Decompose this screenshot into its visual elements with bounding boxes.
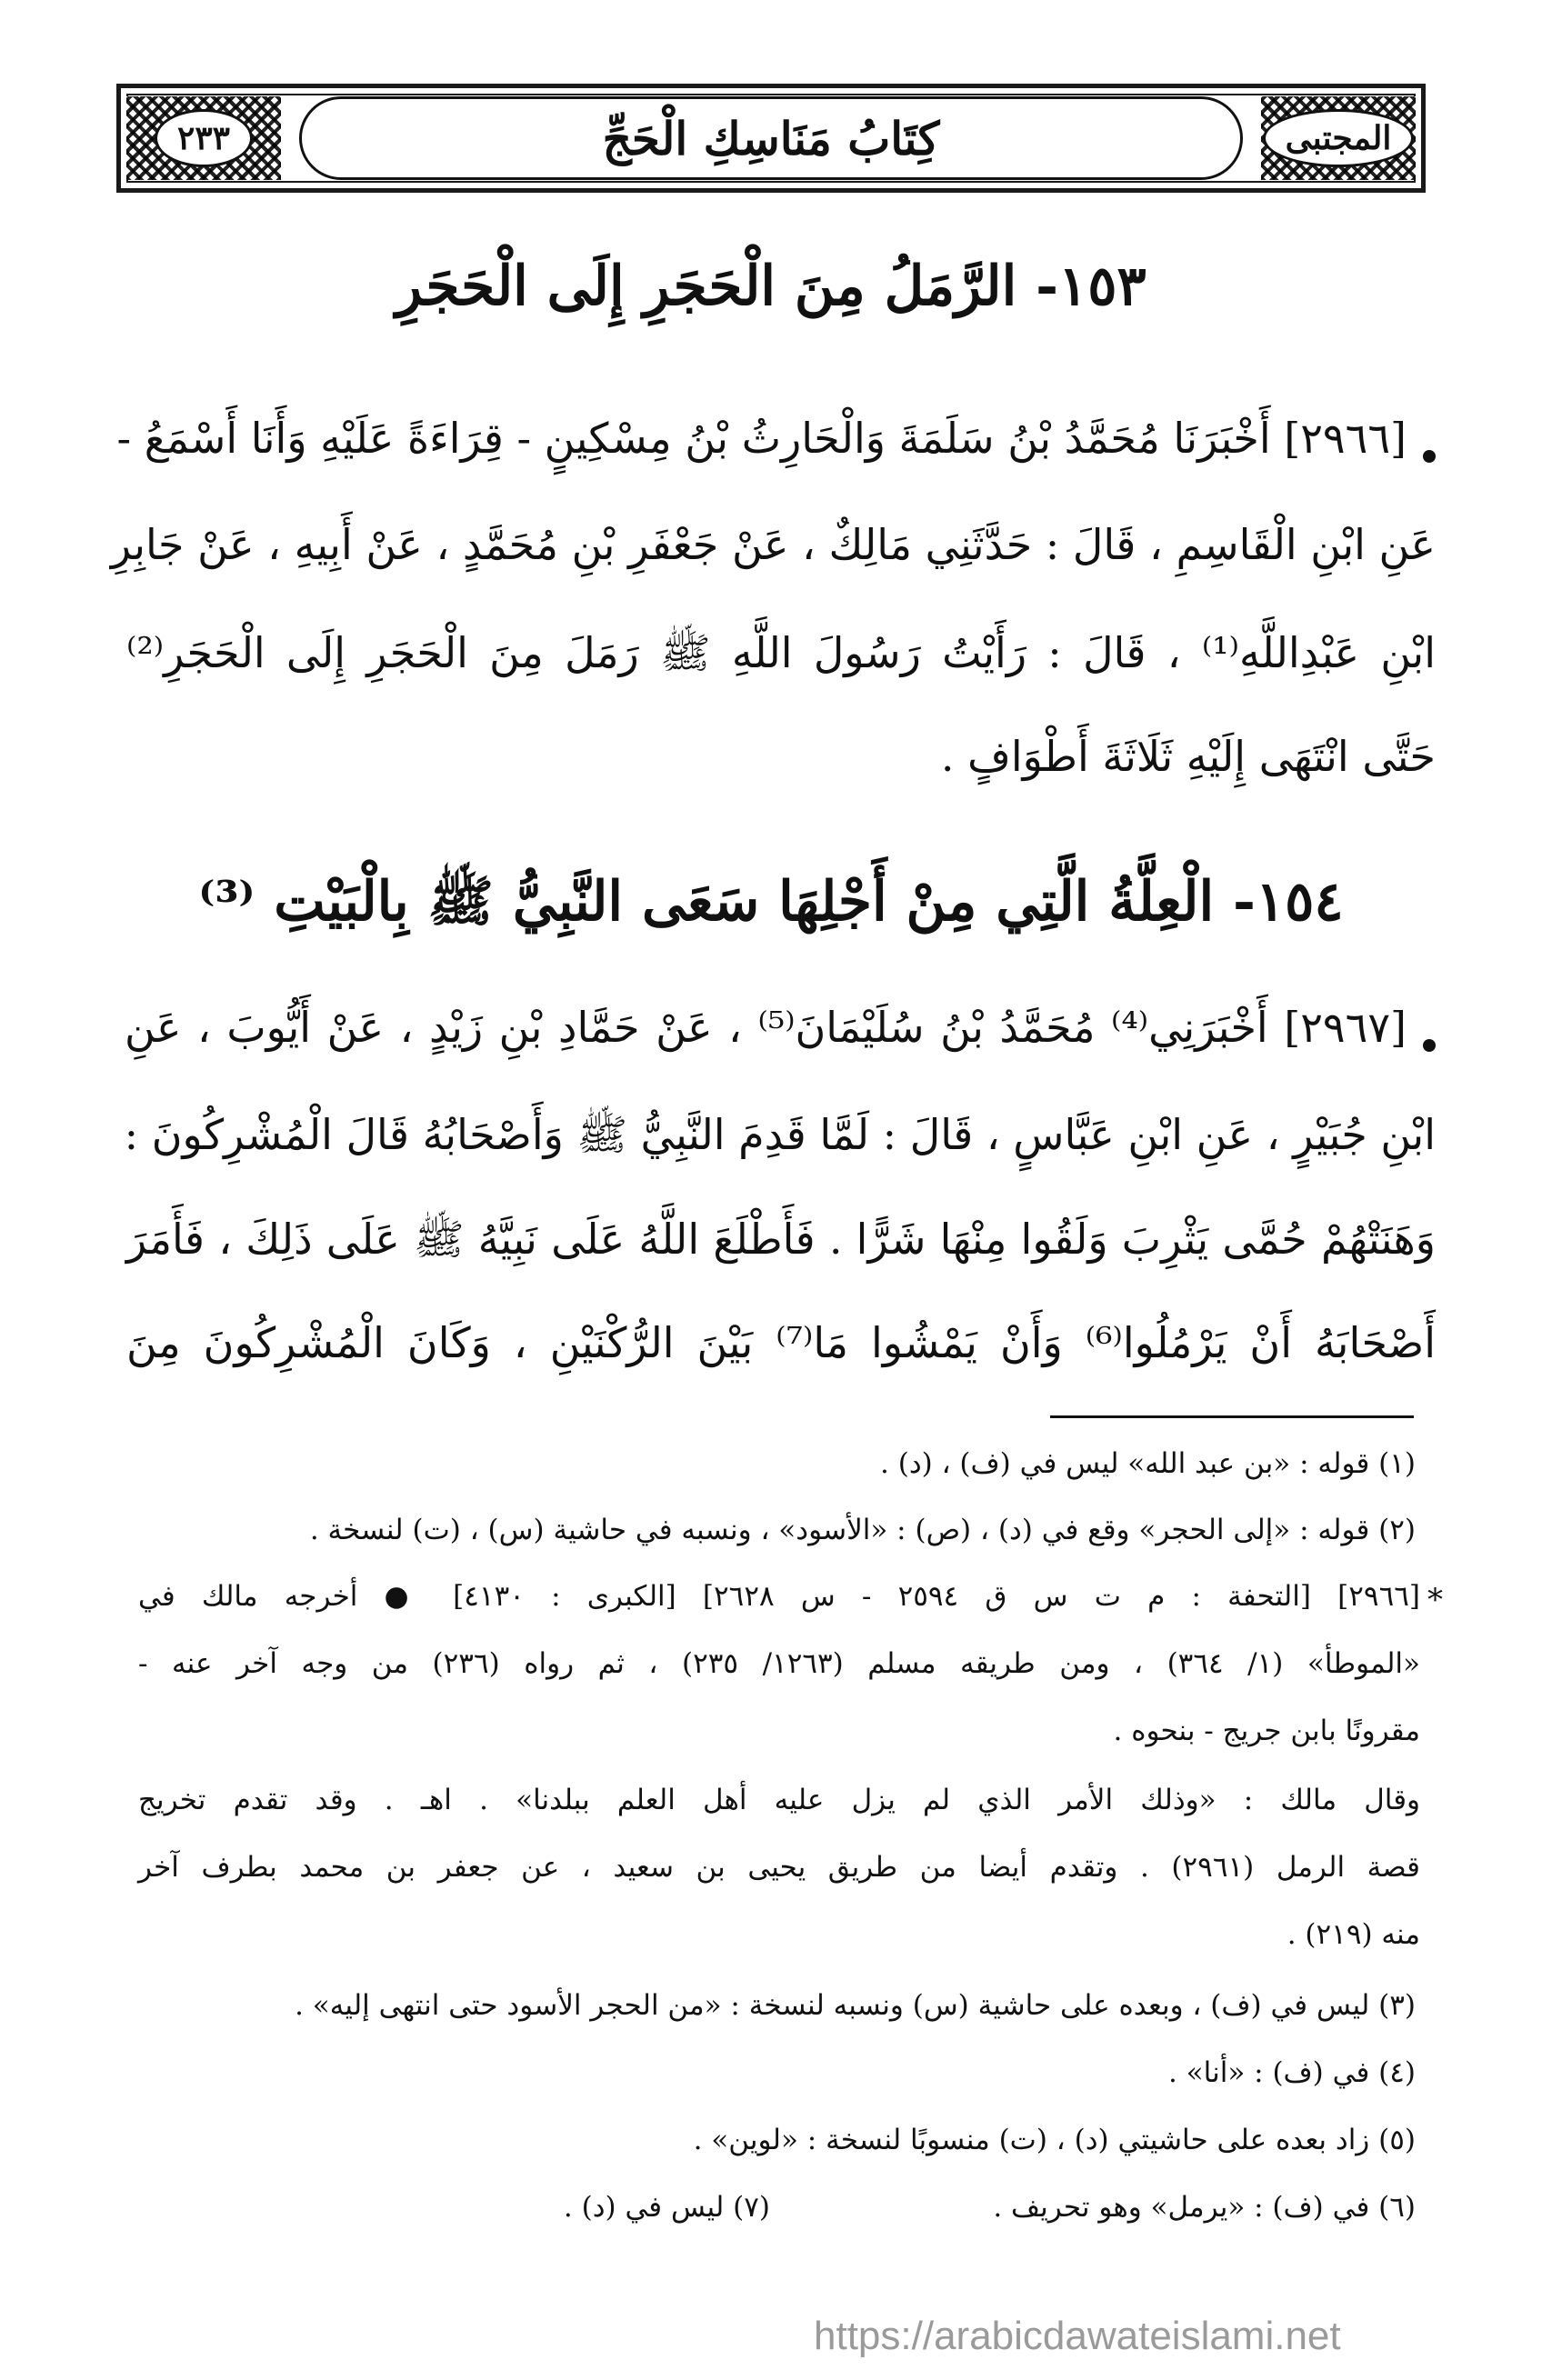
takhrij-line-6: منه (٢١٩) . <box>1287 1918 1420 1951</box>
footnote-7: (٧) ليس في (د) . <box>563 2191 770 2224</box>
footnote-5: (٥) زاد بعده على حاشيتي (د) ، (ت) منسوبًا لنسخة : «لوين» . <box>693 2124 1416 2156</box>
footnote-3: (٣) ليس في (ف) ، وبعده على حاشية (س) ونسبه لنسخة : «من الحجر الأسود حتى انتهى إليه» . <box>295 1989 1416 2022</box>
takhrij-line-1: [٢٩٦٦] [التحفة : م ت س ق ٢٥٩٤ - س ٢٦٢٨] [الكبرى : ٤١٣٠] ● أخرجه مالك في <box>138 1580 1420 1613</box>
hadith-2967-line-1: [٢٩٦٧] أَخْبَرَنِي⁽⁴⁾ مُحَمَّدُ بْنُ سُلَيْمَانَ⁽⁵⁾ ، عَنْ حَمَّادِ بْنِ زَيْدٍ ، عَنْ أَيُّوبَ ، عَنِ <box>125 1003 1407 1052</box>
takhrij-star-marker: * <box>1427 1582 1443 1618</box>
hadith-2966-line-4: حَتَّى انْتَهَى إِلَيْهِ ثَلَاثَةَ أَطْوَافٍ . <box>940 732 1436 781</box>
footnote-6: (٦) في (ف) : «يرمل» وهو تحريف . <box>993 2191 1416 2224</box>
footnote-separator <box>1050 1415 1414 1418</box>
page-header-frame <box>116 84 1426 193</box>
takhrij-line-3: مقرونًا بابن جريج - بنحوه . <box>1113 1715 1420 1747</box>
chapter-heading-153: ١٥٣- الرَّمَلُ مِنَ الْحَجَرِ إِلَى الْحَجَرِ <box>396 255 1146 318</box>
hadith-2966-line-3: ابْنِ عَبْدِاللَّهِ⁽¹⁾ ، قَالَ : رَأَيْتُ رَسُولَ اللَّهِ ﷺ رَمَلَ مِنَ الْحَجَرِ إِلَى الْحَجَرِ⁽²⁾ <box>126 628 1436 677</box>
watermark-url: https://arabicdawateislami.net <box>814 2314 1341 2358</box>
book-logo: المجتبى <box>1263 109 1415 167</box>
takhrij-line-2: «الموطأ» (١/ ٣٦٤) ، ومن طريقه مسلم (١٢٦٣/ ٢٣٥) ، ثم رواه (٢٣٦) من وجه آخر عنه - <box>138 1647 1420 1680</box>
header-ornament-right <box>1261 96 1416 180</box>
hadith-bullet <box>1423 450 1436 463</box>
hadith-2966-line-2: عَنِ ابْنِ الْقَاسِمِ ، قَالَ : حَدَّثَنِي مَالِكٌ ، عَنْ جَعْفَرِ بْنِ مُحَمَّدٍ ، عَنْ أَبِيهِ ، عَنْ جَابِرِ <box>110 520 1436 569</box>
footnote-4: (٤) في (ف) : «أنا» . <box>1167 2056 1416 2089</box>
hadith-2967-line-4: أَصْحَابَهُ أَنْ يَرْمُلُوا⁽⁶⁾ وَأَنْ يَمْشُوا مَا⁽⁷⁾ بَيْنَ الرُّكْنَيْنِ ، وَكَانَ الْمُشْرِكُونَ مِنَ <box>126 1318 1437 1367</box>
takhrij-line-4: وقال مالك : «وذلك الأمر الذي لم يزل عليه أهل العلم ببلدنا» . اهـ . وقد تقدم تخريج <box>138 1784 1420 1816</box>
hadith-2966-line-1: [٢٩٦٦] أَخْبَرَنَا مُحَمَّدُ بْنُ سَلَمَةَ وَالْحَارِثُ بْنُ مِسْكِينٍ - قِرَاءَةً عَلَيْهِ وَأَنَا أَسْمَعُ - <box>116 414 1407 463</box>
footnote-2: (٢) قوله : «إلى الحجر» وقع في (د) ، (ص) : «الأسود» ، ونسبه في حاشية (س) ، (ت) لنسخة . <box>309 1514 1416 1546</box>
chapter-title-cartouche: كِتَابُ مَنَاسِكِ الْحَجِّ <box>299 96 1243 180</box>
takhrij-line-5: قصة الرمل (٢٩٦١) . وتقدم أيضا من طريق يحيى بن سعيد ، عن جعفر بن محمد بطرف آخر <box>138 1851 1420 1884</box>
footnote-1: (١) قوله : «بن عبد الله» ليس في (ف) ، (د) . <box>880 1447 1416 1480</box>
hadith-bullet <box>1423 1039 1436 1052</box>
hadith-2967-line-2: ابْنِ جُبَيْرٍ ، عَنِ ابْنِ عَبَّاسٍ ، قَالَ : لَمَّا قَدِمَ النَّبِيُّ ﷺ وَأَصْحَابُهُ قَالَ الْمُشْرِكُونَ : <box>124 1110 1436 1159</box>
chapter-heading-154: ١٥٤- الْعِلَّةُ الَّتِي مِنْ أَجْلِهَا سَعَى النَّبِيُّ ﷺ بِالْبَيْتِ ⁽³⁾ <box>198 870 1344 934</box>
page-number: ٢٣٣ <box>155 109 253 167</box>
hadith-2967-line-3: وَهَنَتْهُمْ حُمَّى يَثْرِبَ وَلَقُوا مِنْهَا شَرًّا . فَأَطْلَعَ اللَّهُ عَلَى نَبِيَّهُ ﷺ عَلَى ذَلِكَ ، فَأَمَرَ <box>126 1215 1436 1264</box>
header-ornament-left <box>126 96 281 180</box>
